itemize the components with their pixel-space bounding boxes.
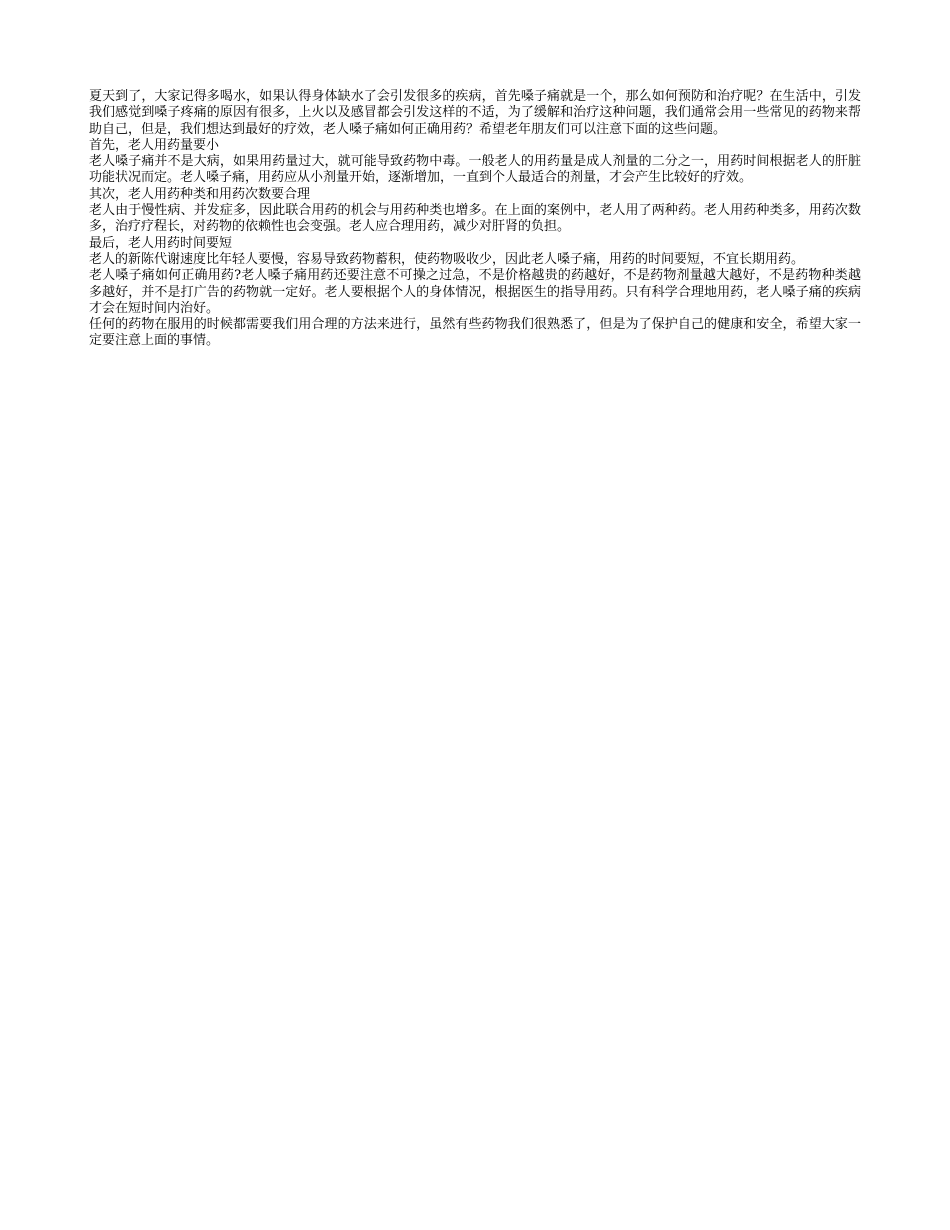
closing-paragraph: 任何的药物在服用的时候都需要我们用合理的方法来进行，虽然有些药物我们很熟悉了，但是为了保护自己的健康和安全，希望大家一定要注意上面的事情。 [89, 317, 861, 349]
dosage-paragraph: 老人嗓子痛并不是大病，如果用药量过大，就可能导致药物中毒。一般老人的用药量是成人剂量的二分之一，用药时间根据老人的肝脏功能状况而定。老人嗓子痛，用药应从小剂量开始，逐渐增加，一直到个人最适合的剂量，才会产生比较好的疗效。 [89, 154, 861, 186]
duration-paragraph: 老人的新陈代谢速度比年轻人要慢，容易导致药物蓄积，使药物吸收少，因此老人嗓子痛，用药的时间要短，不宜长期用药。 [89, 251, 805, 267]
summary-paragraph: 老人嗓子痛如何正确用药?老人嗓子痛用药还要注意不可操之过急，不是价格越贵的药越好，不是药物剂量越大越好，不是药物种类越多越好，并不是打广告的药物就一定好。老人要根据个人的身体情况，根据医生的指导用药。只有科学合理地用药，老人嗓子痛的疾病才会在短时间内治好。 [89, 268, 861, 316]
section-heading-types-frequency: 其次，老人用药种类和用药次数要合理 [89, 186, 311, 202]
section-heading-dosage: 首先，老人用药量要小 [89, 137, 220, 153]
section-heading-duration: 最后，老人用药时间要短 [89, 235, 233, 251]
intro-paragraph: 夏天到了，大家记得多喝水，如果认得身体缺水了会引发很多的疾病，首先嗓子痛就是一个，那么如何预防和治疗呢？在生活中，引发我们感觉到嗓子疼痛的原因有很多，上火以及感冒都会引发这样的不适，为了缓解和治疗这种问题，我们通常会用一些常见的药物来帮助自己，但是，我们想达到最好的疗效，老人嗓子痛如何正确用药？希望老年朋友们可以注意下面的这些问题。 [89, 89, 861, 137]
types-frequency-paragraph: 老人由于慢性病、并发症多，因此联合用药的机会与用药种类也增多。在上面的案例中，老人用了两种药。老人用药种类多，用药次数多，治疗疗程长，对药物的依赖性也会变强。老人应合理用药，减少对肝肾的负担。 [89, 203, 861, 235]
document-body [89, 89, 861, 350]
